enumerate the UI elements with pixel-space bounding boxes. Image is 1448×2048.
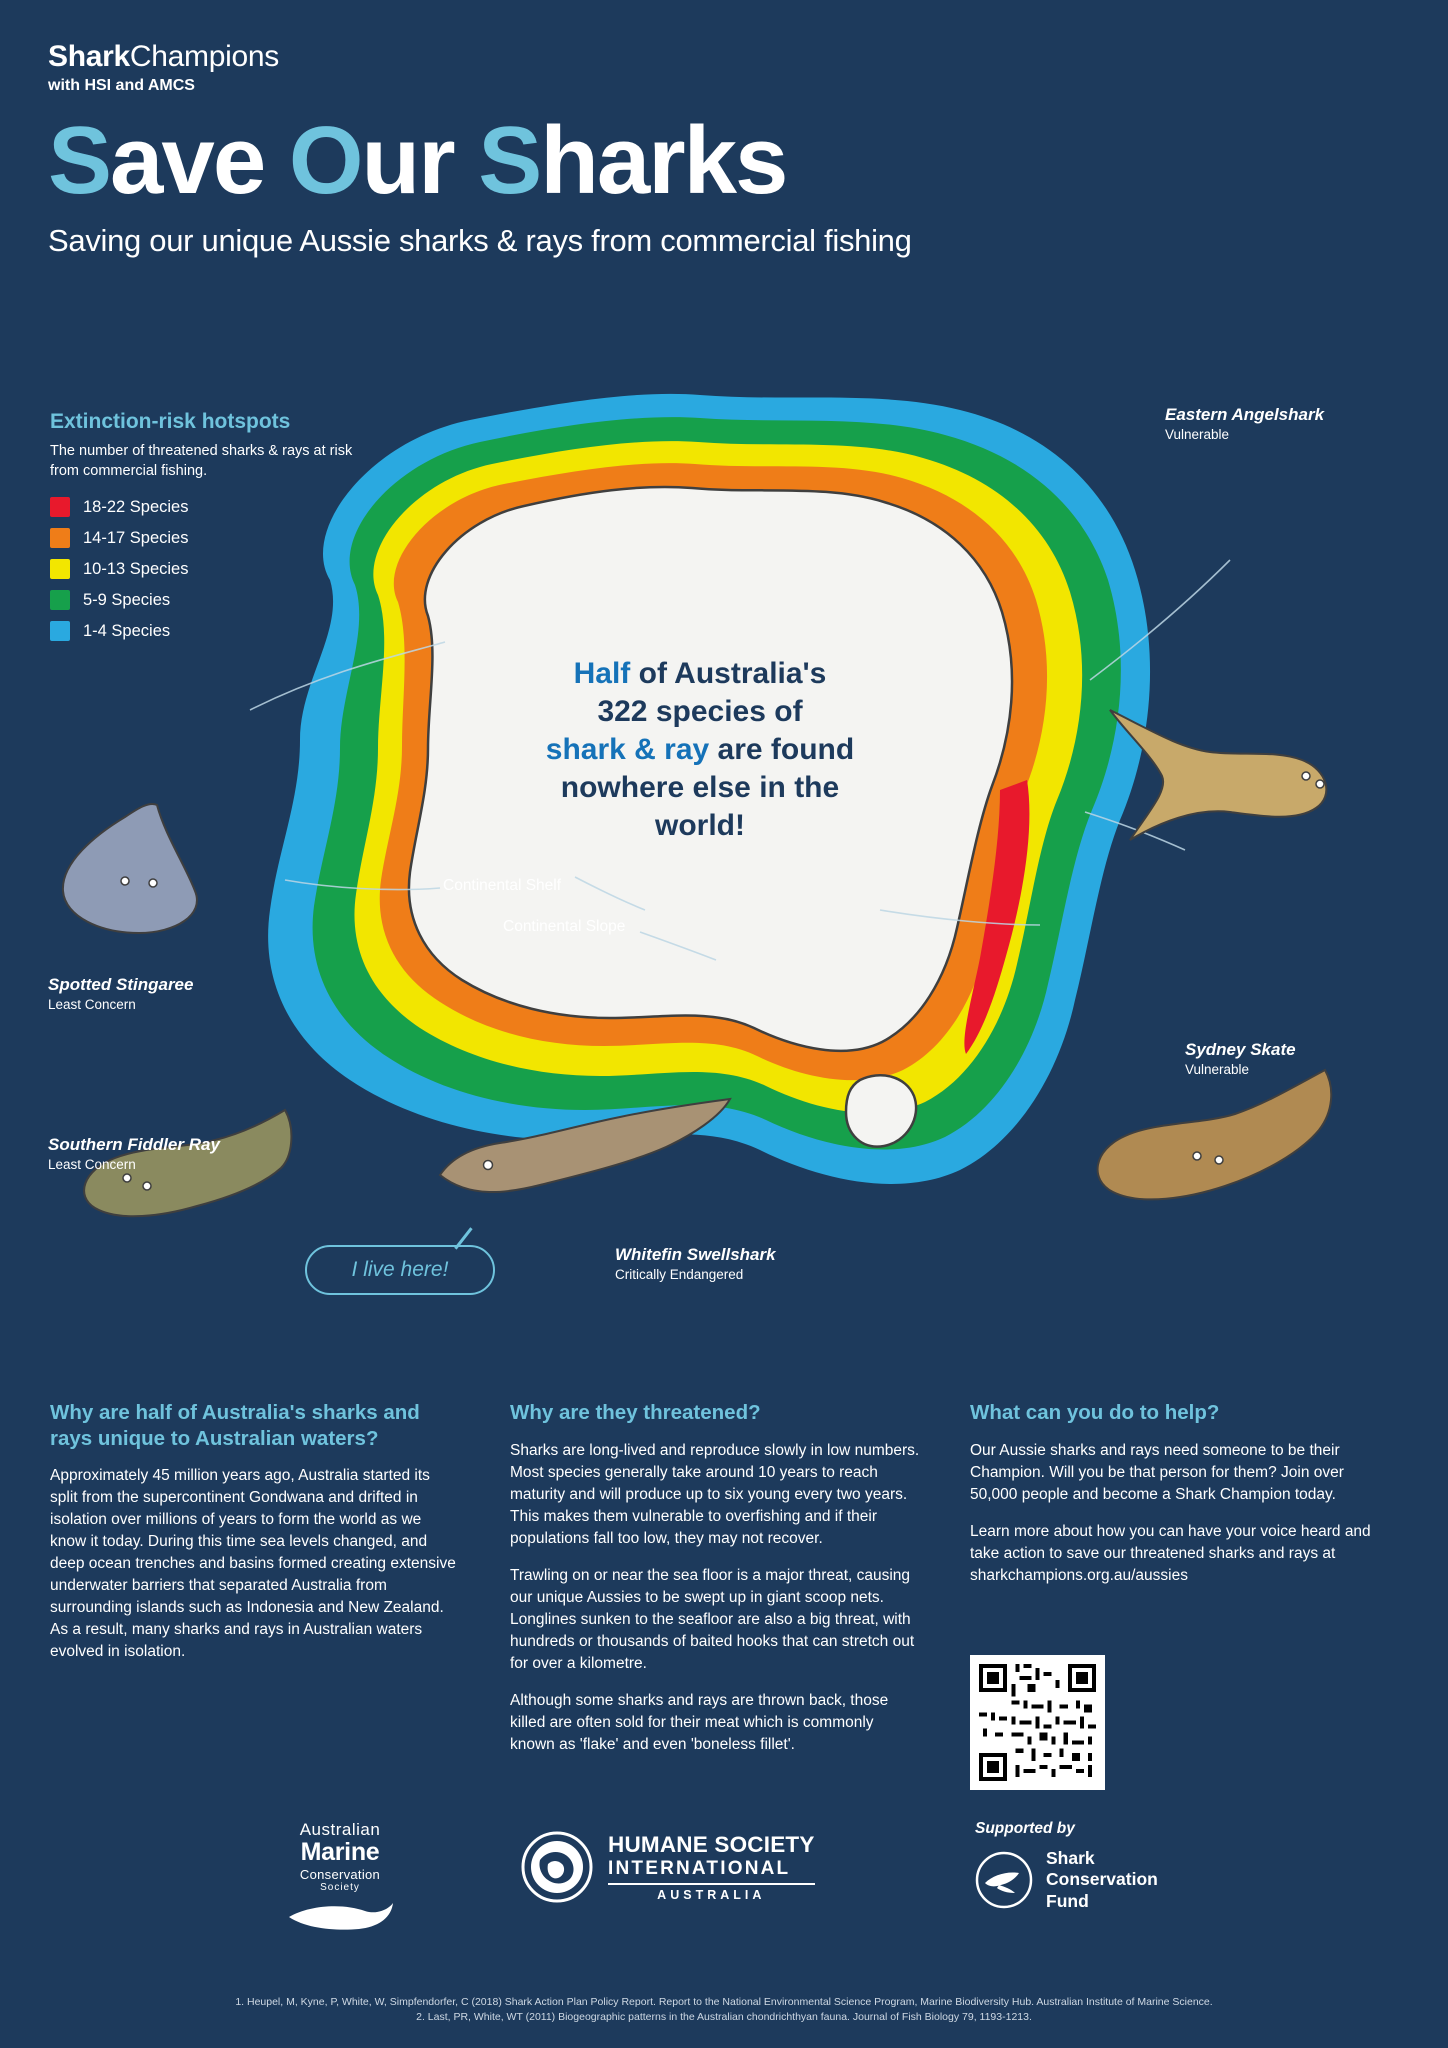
qr-code-image (979, 1664, 1096, 1781)
callout-line1-rest: of Australia's (630, 657, 827, 690)
species-label-sydney-skate (1185, 1040, 1296, 1077)
column-paragraph: Trawling on or near the sea floor is a major threat, causing our unique Aussies to be swept up in giant scoop nets. Longlines sunken to the seafloor are also a big threat, with hundreds or thousands of baited hooks that can stretch out for over a kilometre. (510, 1566, 915, 1672)
legend-label-2: 10-13 Species (83, 559, 189, 578)
column-why-unique (50, 1400, 460, 1678)
whitefin-swellshark-illustration (430, 1095, 760, 1235)
legend-subtitle: The number of threatened sharks & rays at risk from commercial fishing. (50, 443, 353, 479)
legend-label-3: 5-9 Species (83, 590, 171, 609)
title-part-3: ur (361, 107, 479, 214)
column-paragraph: Learn more about how you can have your voice heard and take action to save our threatened sharks and rays at sharkchampions.org.au/aussies (970, 1522, 1371, 1584)
speech-bubble: I live here! (305, 1245, 495, 1295)
species-label-southern-fiddler-ray (48, 1135, 220, 1172)
footer-logos (0, 1810, 1448, 1990)
page-header (48, 40, 1408, 259)
amcs-logo (270, 1820, 410, 1940)
species-status: Least Concern (48, 1157, 136, 1172)
species-name: Whitefin Swellshark (615, 1245, 776, 1264)
column-what-can-you-do (970, 1400, 1380, 1602)
legend-label-1: 14-17 Species (83, 528, 189, 547)
legend-label-0: 18-22 Species (83, 497, 189, 516)
brand-logo (48, 40, 1408, 74)
hsi-line-2: INTERNATIONAL (608, 1858, 791, 1879)
supported-by-label: Supported by (975, 1820, 1075, 1837)
hsi-logo (520, 1830, 815, 1904)
species-status: Vulnerable (1165, 427, 1230, 442)
references (0, 1995, 1448, 2025)
scf-name: Shark Conservation Fund (1046, 1848, 1158, 1911)
eastern-angelshark-illustration (1090, 690, 1350, 870)
title-part-2: O (288, 107, 362, 214)
column-paragraph: Approximately 45 million years ago, Australia started its split from the supercontinent Gondwana and drifted in isolation over millions of years to form the world as we know it today. During this time sea levels changed, and deep ocean trenches and basins formed creating extensive underwater barriers that separated Australia from surrounding islands such as Indonesia and New Zealand. As a result, many sharks and rays in Australian waters evolved in isolation. (50, 1467, 456, 1661)
species-name: Sydney Skate (1185, 1040, 1296, 1059)
amcs-line-3: Conservation (299, 1867, 381, 1882)
species-name: Eastern Angelshark (1165, 405, 1325, 424)
shark-conservation-fund-logo (975, 1820, 1158, 1912)
page-subtitle: Saving our unique Aussie sharks & rays from commercial fishing (48, 223, 912, 258)
sydney-skate-illustration (1085, 1060, 1335, 1220)
spotted-stingaree-illustration (45, 795, 235, 945)
column-heading: Why are half of Australia's sharks and rays unique to Australian waters? (50, 1401, 420, 1450)
reference-2: 2. Last, PR, White, WT (2011) Biogeographic patterns in the Australian chondrichthyan fauna. Journal of Fish Biology 79, 1193-1213. (416, 2011, 1032, 2024)
callout-line-2: 322 species of (597, 695, 803, 729)
hsi-wordmark (608, 1832, 815, 1902)
species-status: Vulnerable (1185, 1062, 1250, 1077)
hsi-line-1: HUMANE SOCIETY (608, 1832, 815, 1857)
species-name: Southern Fiddler Ray (48, 1135, 220, 1154)
map-callout (480, 655, 920, 845)
amcs-line-1: Australian (299, 1820, 381, 1839)
scf-row (975, 1848, 1158, 1912)
page-title (48, 107, 1408, 214)
column-paragraph: Sharks are long-lived and reproduce slowly in low numbers. Most species generally take around 10 years to reach maturity and will produce up to six young every two years. This makes them vulnerable to overfishing and if their populations fall too low, they may not recover. (510, 1441, 920, 1547)
species-label-eastern-angelshark (1165, 405, 1324, 442)
callout-sharkray: shark & ray (545, 733, 710, 767)
column-heading: Why are they threatened? (510, 1401, 761, 1424)
species-label-spotted-stingaree (48, 975, 193, 1012)
qr-code[interactable] (970, 1655, 1105, 1790)
hsi-globe-icon (520, 1830, 594, 1904)
brand-light: Champions (129, 40, 279, 73)
callout-line-5: world! (655, 809, 745, 843)
amcs-line-2: Marine (300, 1838, 380, 1866)
callout-line-4: nowhere else in the (560, 771, 840, 805)
brand-bold: Shark (48, 40, 130, 73)
title-part-1: ave (110, 107, 289, 214)
callout-half: Half (573, 657, 631, 690)
shark-circle-icon (975, 1851, 1033, 1909)
column-paragraph: Although some sharks and rays are thrown back, those killed are often sold for their meat which is commonly known as 'flake' and even 'boneless fillet'. (510, 1691, 889, 1753)
brand-subtitle: with HSI and AMCS (48, 77, 195, 94)
species-name: Spotted Stingaree (48, 975, 194, 994)
legend-label-4: 1-4 Species (83, 621, 171, 640)
continental-shelf-label: Continental Shelf (443, 877, 562, 894)
column-why-threatened (510, 1400, 920, 1771)
species-status: Critically Endangered (615, 1267, 744, 1282)
title-part-5: harks (540, 107, 787, 214)
hsi-line-3: AUSTRALIA (608, 1883, 815, 1902)
species-label-whitefin-swellshark (615, 1245, 776, 1282)
legend-title: Extinction-risk hotspots (50, 410, 291, 433)
whale-icon (285, 1899, 395, 1935)
callout-line3-rest: are found (709, 733, 855, 767)
callout-line-3 (480, 731, 920, 769)
column-heading: What can you do to help? (970, 1401, 1220, 1424)
species-status: Least Concern (48, 997, 136, 1012)
amcs-line-4: Society (320, 1882, 360, 1893)
continental-slope-label: Continental Slope (503, 918, 626, 935)
title-part-0: S (48, 107, 111, 214)
reference-1: 1. Heupel, M, Kyne, P, White, W, Simpfendorfer, C (2018) Shark Action Plan Policy Report. Report to the National Environmental Science Program, Marine Biodiversity Hub. Australian Institute of Marine Science. (235, 1996, 1213, 2008)
column-paragraph: Our Aussie sharks and rays need someone to be their Champion. Will you be that person for them? Join over 50,000 people and become a Shark Champion today. (970, 1441, 1344, 1503)
title-part-4: S (478, 107, 541, 214)
callout-line-1 (480, 655, 920, 693)
